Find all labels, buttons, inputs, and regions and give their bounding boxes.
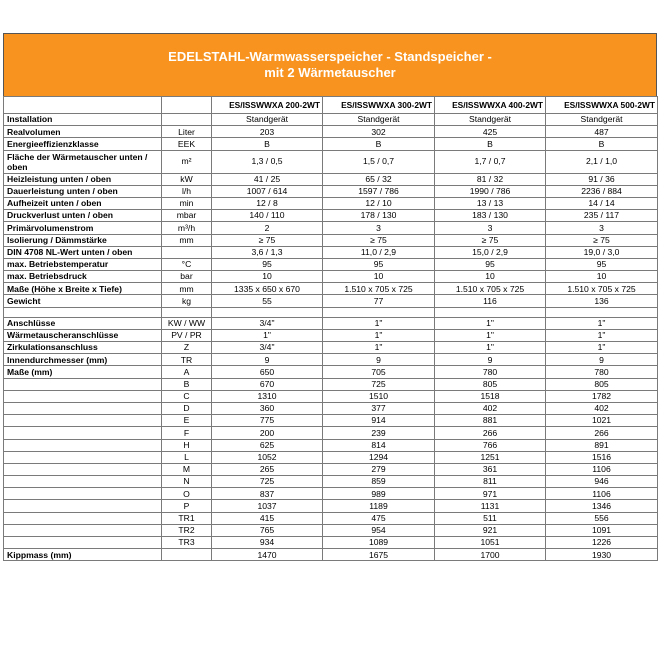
value-cell: 1.510 x 705 x 725 <box>323 283 435 295</box>
row-unit: PV / PR <box>162 329 212 341</box>
title-line-2: mit 2 Wärmetauscher <box>264 65 396 80</box>
value-cell: 360 <box>212 402 323 414</box>
value-cell: 10 <box>546 271 658 283</box>
table-row <box>4 173 658 185</box>
row-label: Kippmass (mm) <box>4 549 162 561</box>
value-cell: 780 <box>546 366 658 378</box>
value-cell: 556 <box>546 512 658 524</box>
row-unit: H <box>162 439 212 451</box>
row-unit: L <box>162 451 212 463</box>
table-row <box>4 329 658 341</box>
value-cell: 859 <box>323 476 435 488</box>
column-header: ES/ISSWWXA 300-2WT <box>323 97 435 114</box>
value-cell: 954 <box>323 524 435 536</box>
row-label <box>4 415 162 427</box>
row-label <box>4 463 162 475</box>
value-cell: 1294 <box>323 451 435 463</box>
value-cell: 1251 <box>435 451 546 463</box>
table-row <box>4 185 658 197</box>
value-cell: 95 <box>546 258 658 270</box>
value-cell: 3/4" <box>212 342 323 354</box>
header-empty <box>162 97 212 114</box>
row-label <box>4 451 162 463</box>
row-unit: M <box>162 463 212 475</box>
column-header: ES/ISSWWXA 500-2WT <box>546 97 658 114</box>
value-cell: 1" <box>435 329 546 341</box>
value-cell: 77 <box>323 295 435 307</box>
value-cell: 9 <box>546 354 658 366</box>
row-unit <box>162 246 212 258</box>
spacer-cell <box>212 307 323 317</box>
datasheet <box>3 33 657 561</box>
value-cell: 425 <box>435 126 546 138</box>
value-cell: 1106 <box>546 488 658 500</box>
value-cell: 3/4" <box>212 317 323 329</box>
spacer-cell <box>323 307 435 317</box>
value-cell: ≥ 75 <box>435 234 546 246</box>
value-cell: 1089 <box>323 537 435 549</box>
table-row <box>4 500 658 512</box>
value-cell: ≥ 75 <box>546 234 658 246</box>
value-cell: 1" <box>546 317 658 329</box>
value-cell: 200 <box>212 427 323 439</box>
row-label: Energieeffizienzklasse <box>4 138 162 150</box>
value-cell: Standgerät <box>212 114 323 126</box>
value-cell: 625 <box>212 439 323 451</box>
row-unit: TR2 <box>162 524 212 536</box>
row-label <box>4 500 162 512</box>
spec-table <box>3 96 658 561</box>
value-cell: 1" <box>323 317 435 329</box>
spec-table-body <box>4 114 658 561</box>
value-cell: 837 <box>212 488 323 500</box>
value-cell: 1518 <box>435 390 546 402</box>
row-label <box>4 427 162 439</box>
row-unit <box>162 114 212 126</box>
value-cell: 811 <box>435 476 546 488</box>
value-cell: 1091 <box>546 524 658 536</box>
value-cell: 1675 <box>323 549 435 561</box>
table-row <box>4 366 658 378</box>
table-row <box>4 354 658 366</box>
row-unit: kW <box>162 173 212 185</box>
value-cell: 1" <box>323 329 435 341</box>
title-banner <box>3 33 657 96</box>
value-cell: 140 / 110 <box>212 210 323 222</box>
value-cell: 1" <box>212 329 323 341</box>
value-cell: 1226 <box>546 537 658 549</box>
value-cell: 487 <box>546 126 658 138</box>
row-unit: kg <box>162 295 212 307</box>
row-label <box>4 439 162 451</box>
row-unit <box>162 549 212 561</box>
row-label: Zirkulationsanschluss <box>4 342 162 354</box>
table-row <box>4 512 658 524</box>
value-cell: 136 <box>546 295 658 307</box>
value-cell: 1335 x 650 x 670 <box>212 283 323 295</box>
value-cell: 1106 <box>546 463 658 475</box>
row-unit: EEK <box>162 138 212 150</box>
value-cell: 971 <box>435 488 546 500</box>
value-cell: 95 <box>212 258 323 270</box>
value-cell: 12 / 10 <box>323 197 435 209</box>
value-cell: 891 <box>546 439 658 451</box>
value-cell: 1" <box>546 329 658 341</box>
value-cell: 13 / 13 <box>435 197 546 209</box>
row-label <box>4 390 162 402</box>
table-row <box>4 295 658 307</box>
value-cell: 805 <box>435 378 546 390</box>
value-cell: 1" <box>323 342 435 354</box>
row-label: Heizleistung unten / oben <box>4 173 162 185</box>
table-row <box>4 210 658 222</box>
table-row <box>4 317 658 329</box>
table-row <box>4 126 658 138</box>
table-row <box>4 150 658 173</box>
value-cell: 766 <box>435 439 546 451</box>
value-cell: 65 / 32 <box>323 173 435 185</box>
title-line-1: EDELSTAHL-Warmwasserspeicher - Standspeicher - <box>168 49 492 64</box>
value-cell: 1.510 x 705 x 725 <box>546 283 658 295</box>
spacer-cell <box>546 307 658 317</box>
value-cell: 2 <box>212 222 323 234</box>
table-row <box>4 415 658 427</box>
row-label: max. Betriebsdruck <box>4 271 162 283</box>
value-cell: 95 <box>435 258 546 270</box>
row-label: Innendurchmesser (mm) <box>4 354 162 366</box>
value-cell: 780 <box>435 366 546 378</box>
row-label <box>4 512 162 524</box>
value-cell: 1,7 / 0,7 <box>435 150 546 173</box>
value-cell: 1782 <box>546 390 658 402</box>
row-label: Gewicht <box>4 295 162 307</box>
value-cell: 1470 <box>212 549 323 561</box>
value-cell: 881 <box>435 415 546 427</box>
value-cell: 1346 <box>546 500 658 512</box>
value-cell: 805 <box>546 378 658 390</box>
value-cell: B <box>212 138 323 150</box>
table-row <box>4 463 658 475</box>
row-unit: mbar <box>162 210 212 222</box>
value-cell: 402 <box>435 402 546 414</box>
row-label <box>4 378 162 390</box>
table-row <box>4 283 658 295</box>
value-cell: 670 <box>212 378 323 390</box>
value-cell: 1,5 / 0,7 <box>323 150 435 173</box>
value-cell: 2236 / 884 <box>546 185 658 197</box>
value-cell: 1" <box>435 317 546 329</box>
row-label: Maße (mm) <box>4 366 162 378</box>
value-cell: 3 <box>435 222 546 234</box>
value-cell: 3 <box>323 222 435 234</box>
value-cell: 10 <box>212 271 323 283</box>
value-cell: 81 / 32 <box>435 173 546 185</box>
row-label: Realvolumen <box>4 126 162 138</box>
row-label: Fläche der Wärmetauscher unten / oben <box>4 150 162 173</box>
column-header: ES/ISSWWXA 400-2WT <box>435 97 546 114</box>
row-unit: min <box>162 197 212 209</box>
row-label: Primärvolumenstrom <box>4 222 162 234</box>
table-row <box>4 488 658 500</box>
value-cell: 765 <box>212 524 323 536</box>
value-cell: Standgerät <box>435 114 546 126</box>
row-unit: l/h <box>162 185 212 197</box>
row-unit: TR <box>162 354 212 366</box>
value-cell: B <box>435 138 546 150</box>
value-cell: ≥ 75 <box>212 234 323 246</box>
value-cell: 1189 <box>323 500 435 512</box>
value-cell: 934 <box>212 537 323 549</box>
row-unit: TR3 <box>162 537 212 549</box>
value-cell: 946 <box>546 476 658 488</box>
header-row <box>4 97 658 114</box>
value-cell: 2,1 / 1,0 <box>546 150 658 173</box>
value-cell: 989 <box>323 488 435 500</box>
row-unit: TR1 <box>162 512 212 524</box>
value-cell: 1007 / 614 <box>212 185 323 197</box>
value-cell: 10 <box>435 271 546 283</box>
row-unit: C <box>162 390 212 402</box>
table-row <box>4 390 658 402</box>
value-cell: 279 <box>323 463 435 475</box>
row-label: Druckverlust unten / oben <box>4 210 162 222</box>
value-cell: 921 <box>435 524 546 536</box>
value-cell: 265 <box>212 463 323 475</box>
value-cell: 14 / 14 <box>546 197 658 209</box>
value-cell: 1,3 / 0,5 <box>212 150 323 173</box>
value-cell: 178 / 130 <box>323 210 435 222</box>
spacer-cell <box>4 307 162 317</box>
row-unit: m² <box>162 150 212 173</box>
row-unit: D <box>162 402 212 414</box>
row-unit: A <box>162 366 212 378</box>
table-row <box>4 246 658 258</box>
table-row <box>4 476 658 488</box>
value-cell: 1" <box>435 342 546 354</box>
value-cell: 705 <box>323 366 435 378</box>
row-unit: bar <box>162 271 212 283</box>
row-label: DIN 4708 NL-Wert unten / oben <box>4 246 162 258</box>
row-unit: P <box>162 500 212 512</box>
value-cell: 475 <box>323 512 435 524</box>
value-cell: 415 <box>212 512 323 524</box>
spacer-cell <box>162 307 212 317</box>
row-unit: Liter <box>162 126 212 138</box>
table-row <box>4 258 658 270</box>
row-unit: Z <box>162 342 212 354</box>
table-row <box>4 439 658 451</box>
value-cell: 511 <box>435 512 546 524</box>
table-row <box>4 378 658 390</box>
value-cell: 1700 <box>435 549 546 561</box>
row-label: max. Betriebstemperatur <box>4 258 162 270</box>
row-label: Installation <box>4 114 162 126</box>
spacer-cell <box>435 307 546 317</box>
value-cell: 3,6 / 1,3 <box>212 246 323 258</box>
row-label: Anschlüsse <box>4 317 162 329</box>
column-header: ES/ISSWWXA 200-2WT <box>212 97 323 114</box>
value-cell: 91 / 36 <box>546 173 658 185</box>
value-cell: 1510 <box>323 390 435 402</box>
value-cell: 235 / 117 <box>546 210 658 222</box>
value-cell: 402 <box>546 402 658 414</box>
row-label: Dauerleistung unten / oben <box>4 185 162 197</box>
table-row <box>4 427 658 439</box>
row-unit: F <box>162 427 212 439</box>
value-cell: Standgerät <box>323 114 435 126</box>
table-row <box>4 197 658 209</box>
row-label: Wärmetauscheranschlüsse <box>4 329 162 341</box>
value-cell: ≥ 75 <box>323 234 435 246</box>
row-unit: O <box>162 488 212 500</box>
table-row <box>4 524 658 536</box>
row-unit: B <box>162 378 212 390</box>
value-cell: 1990 / 786 <box>435 185 546 197</box>
value-cell: 650 <box>212 366 323 378</box>
value-cell: B <box>323 138 435 150</box>
value-cell: 55 <box>212 295 323 307</box>
value-cell: 1310 <box>212 390 323 402</box>
value-cell: 1930 <box>546 549 658 561</box>
value-cell: 1052 <box>212 451 323 463</box>
value-cell: 11,0 / 2,9 <box>323 246 435 258</box>
row-unit: m³/h <box>162 222 212 234</box>
value-cell: 1" <box>546 342 658 354</box>
value-cell: 41 / 25 <box>212 173 323 185</box>
row-unit: mm <box>162 283 212 295</box>
value-cell: 10 <box>323 271 435 283</box>
row-label: Maße (Höhe x Breite x Tiefe) <box>4 283 162 295</box>
value-cell: 183 / 130 <box>435 210 546 222</box>
value-cell: 1516 <box>546 451 658 463</box>
spacer-row <box>4 307 658 317</box>
value-cell: 814 <box>323 439 435 451</box>
value-cell: 266 <box>546 427 658 439</box>
value-cell: 19,0 / 3,0 <box>546 246 658 258</box>
table-row <box>4 222 658 234</box>
value-cell: 9 <box>435 354 546 366</box>
value-cell: 361 <box>435 463 546 475</box>
value-cell: Standgerät <box>546 114 658 126</box>
row-label <box>4 476 162 488</box>
row-unit: °C <box>162 258 212 270</box>
table-row <box>4 402 658 414</box>
value-cell: 95 <box>323 258 435 270</box>
row-label <box>4 402 162 414</box>
row-label <box>4 537 162 549</box>
table-row <box>4 271 658 283</box>
row-unit: KW / WW <box>162 317 212 329</box>
value-cell: 1051 <box>435 537 546 549</box>
value-cell: 12 / 8 <box>212 197 323 209</box>
table-row <box>4 537 658 549</box>
value-cell: 9 <box>212 354 323 366</box>
header-empty <box>4 97 162 114</box>
row-label: Aufheizeit unten / oben <box>4 197 162 209</box>
value-cell: 116 <box>435 295 546 307</box>
row-label <box>4 488 162 500</box>
value-cell: 302 <box>323 126 435 138</box>
value-cell: 775 <box>212 415 323 427</box>
value-cell: 203 <box>212 126 323 138</box>
value-cell: 914 <box>323 415 435 427</box>
table-row <box>4 342 658 354</box>
value-cell: B <box>546 138 658 150</box>
value-cell: 1131 <box>435 500 546 512</box>
value-cell: 266 <box>435 427 546 439</box>
value-cell: 725 <box>212 476 323 488</box>
value-cell: 1597 / 786 <box>323 185 435 197</box>
row-label: Isolierung / Dämmstärke <box>4 234 162 246</box>
value-cell: 1.510 x 705 x 725 <box>435 283 546 295</box>
table-row <box>4 451 658 463</box>
row-unit: mm <box>162 234 212 246</box>
table-row <box>4 114 658 126</box>
value-cell: 1037 <box>212 500 323 512</box>
value-cell: 9 <box>323 354 435 366</box>
row-label <box>4 524 162 536</box>
value-cell: 15,0 / 2,9 <box>435 246 546 258</box>
value-cell: 725 <box>323 378 435 390</box>
row-unit: E <box>162 415 212 427</box>
value-cell: 377 <box>323 402 435 414</box>
value-cell: 3 <box>546 222 658 234</box>
table-row <box>4 234 658 246</box>
table-row <box>4 138 658 150</box>
value-cell: 239 <box>323 427 435 439</box>
value-cell: 1021 <box>546 415 658 427</box>
table-row <box>4 549 658 561</box>
row-unit: N <box>162 476 212 488</box>
